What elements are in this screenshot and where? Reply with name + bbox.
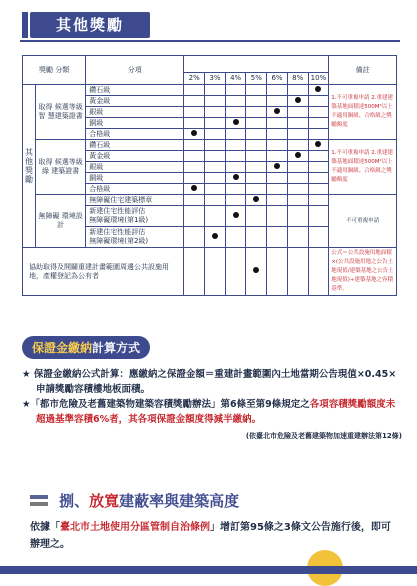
pct-6: 6% — [267, 72, 288, 84]
header-note: 備註 — [329, 56, 397, 85]
bonus-table — [22, 55, 397, 296]
pct-2: 2% — [184, 72, 205, 84]
public-facility-note: 公式＝公共設施用地面積×(公共設施用地之公告土地現值/建築基地之公告土地現值)÷建築基地之容積基準。 — [329, 248, 397, 296]
deposit-halving-rule: ★「都市危險及老舊建築物建築容積獎勵辦法」第6條至第9條規定之各項容積獎勵額度未超過基準容積6%者，其各項保證金額度得減半繳納。 — [22, 399, 396, 425]
header-category: 獎勵 分類 — [23, 56, 86, 85]
bonus-dot — [212, 233, 218, 239]
level: 黃金級 — [86, 96, 184, 107]
source-citation: (依臺北市危險及老舊建築物加速重建辦法第12條) — [245, 432, 402, 440]
group-accessibility: 無障礙 環境設計 — [36, 195, 86, 248]
bonus-dot — [274, 163, 280, 169]
bonus-dot — [233, 119, 239, 125]
group-green-building: 取得 候選等級綠 建築證書 — [36, 140, 86, 195]
pct-3: 3% — [205, 72, 226, 84]
header-item: 分項 — [86, 56, 184, 85]
group-note: 1.不可重複申請 2.重建建築基地面積達500M²以上不適用銅級、合格級之獎勵額度 — [329, 85, 397, 140]
deposit-pill: 保證金繳納計算方式 — [22, 336, 150, 359]
bonus-dot — [295, 97, 301, 103]
level: 無障礙住宅建築標章 — [86, 195, 184, 206]
section-bars-icon — [30, 495, 48, 507]
level: 銀級 — [86, 107, 184, 118]
pct-5: 5% — [246, 72, 267, 84]
bonus-dot — [191, 185, 197, 191]
bonus-dot — [315, 141, 321, 147]
pct-8: 8% — [287, 72, 308, 84]
pct-10: 10% — [308, 72, 329, 84]
level: 銅級 — [86, 173, 184, 184]
bonus-dot — [233, 174, 239, 180]
level: 合格級 — [86, 184, 184, 195]
level: 合格級 — [86, 129, 184, 140]
side-label: 其 他 獎 勵 — [23, 85, 36, 248]
bonus-dot — [274, 108, 280, 114]
bottom-bar — [0, 566, 417, 574]
section-title: 其他獎勵 — [30, 12, 150, 38]
level: 鑽石級 — [86, 85, 184, 96]
level: 銀級 — [86, 162, 184, 173]
level: 黃金級 — [86, 151, 184, 162]
coverage-section — [30, 490, 400, 553]
coverage-heading: 捌、放寬建蔽率與建築高度 — [59, 492, 240, 510]
coverage-body: 依據「臺北市土地使用分區管制自治條例」增訂第95條之3條文公告施行後，即可辦理之。 — [30, 522, 391, 550]
bonus-dot — [253, 267, 259, 273]
pct-4: 4% — [225, 72, 246, 84]
level: 鑽石級 — [86, 140, 184, 151]
public-facility-item: 協助取得及開闢重建計畫範圍周邊公共設施用地，產權登記為公有者 — [23, 248, 184, 296]
group-smart-building: 取得 候選等級智 慧建築證書 — [36, 85, 86, 140]
bonus-dot — [233, 212, 239, 218]
bonus-dot — [315, 86, 321, 92]
group-note: 不可重複申請 — [329, 195, 397, 248]
bonus-dot — [253, 196, 259, 202]
bonus-dot — [191, 130, 197, 136]
deposit-section — [22, 336, 402, 444]
group-note: 1.不可重複申請 2.重建建築基地面積達500M²以上不適用銅級、合格級之獎勵額度 — [329, 140, 397, 195]
deposit-formula: ★ 保證金繳納公式計算：應繳納之保證金額＝重建計畫範圍內土地當期公告現值×0.45×申請獎勵容積樓地板面積。 — [22, 369, 397, 395]
level: 銅級 — [86, 118, 184, 129]
bonus-dot — [295, 152, 301, 158]
level: 新建住宅性能評估 無障礙環境(第2級) — [86, 227, 184, 248]
level: 新建住宅性能評估 無障礙環境(第1級) — [86, 206, 184, 227]
title-divider — [20, 40, 400, 42]
